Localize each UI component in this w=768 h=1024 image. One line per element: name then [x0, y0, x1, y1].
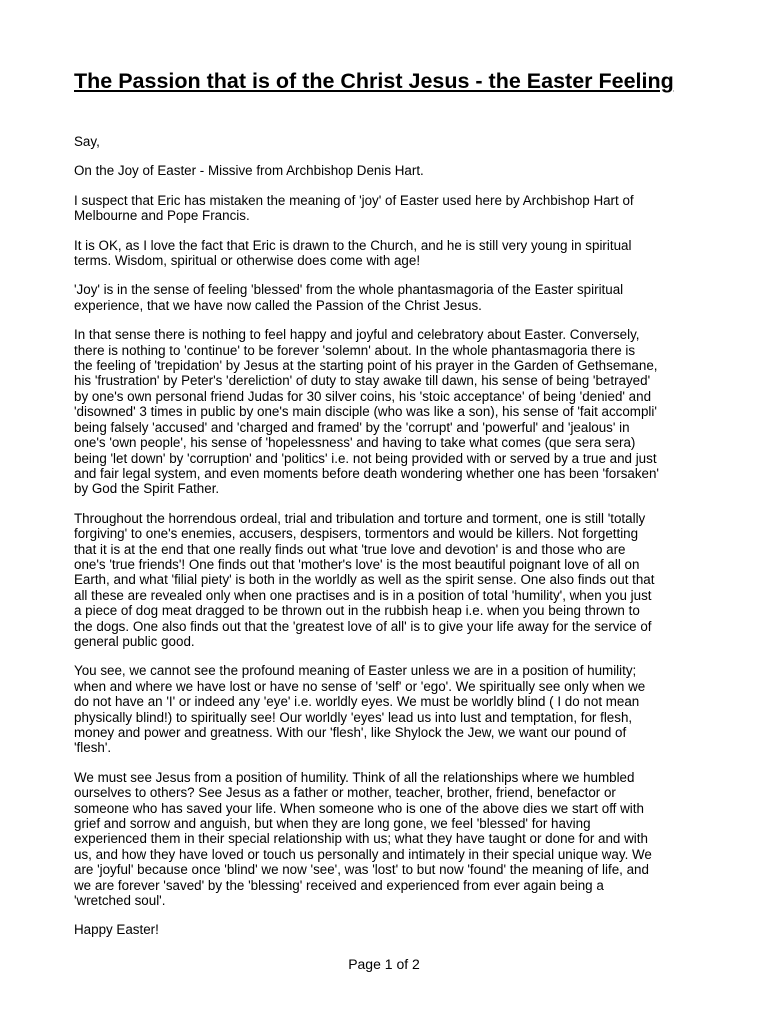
paragraph-relationships: We must see Jesus from a position of humility. Think of all the relationships where we humbled ourselves to others? See Jesus as a father or mother, teacher, brother, friend, benefactor or someone who has saved your life. When someone who is one of the above dies we start off with grief and sorrow and anguish, but when they are long gone, we feel 'blessed' for having experienced them in their special relationship with us; what they have taught or done for and with us, and how they have loved or touch us personally and intimately in their special unique way. We are 'joyful' because once 'blind' we now 'see', was 'lost' to but now 'found' the meaning of life, and we are forever 'saved' by the 'blessing' received and experienced from ever again being a 'wretched soul'. [74, 769, 652, 909]
paragraph-closing: Happy Easter! [74, 922, 159, 938]
paragraph-humility: You see, we cannot see the profound meaning of Easter unless we are in a position of humility; when and where we have lost or have no sense of 'self' or 'ego'. We spiritually see only when we do not have an 'I' or indeed any 'eye' i.e. worldly eyes. We must be worldly blind ( I do not mean physically blind!) to spiritually see! Our worldly 'eyes' lead us into lust and temptation, for flesh, money and power and greatness. With our 'flesh', like Shylock the Jew, we want our pound of 'flesh'. [74, 663, 646, 756]
page-number: Page 1 of 2 [348, 956, 420, 972]
document-body [74, 134, 714, 952]
paragraph-joy-meaning: I suspect that Eric has mistaken the meaning of 'joy' of Easter used here by Archbishop Hart of Melbourne and Pope Francis. [74, 192, 634, 224]
paragraph-missive-reference: On the Joy of Easter - Missive from Archbishop Denis Hart. [74, 163, 424, 179]
paragraph-joy-blessed: 'Joy' is in the sense of feeling 'blessed' from the whole phantasmagoria of the Easter spiritual experience, that we have now called the Passion of the Christ Jesus. [74, 282, 624, 313]
paragraph-eric-church: It is OK, as I love the fact that Eric is drawn to the Church, and he is still very young in spiritual terms. Wisdom, spiritual or otherwise does come with age! [74, 237, 632, 269]
document-title: The Passion that is of the Christ Jesus - the Easter Feeling [74, 69, 674, 93]
paragraph-salutation: Say, [74, 134, 100, 149]
paragraph-ordeal: Throughout the horrendous ordeal, trial and tribulation and torture and torment, one is still 'totally forgiving' to one's enemies, accusers, despisers, tormentors and would be killers. Not forgetting that it is at the end that one really finds out what 'true love and devotion' is and those who are one's 'true friends'! One finds out that 'mother's love' is the most beautiful poignant love of all on Earth, and what 'filial piety' is both in the worldly as well as the spirit sense. One also finds out that all these are revealed only when one practises and is in a position of total 'humility', when you just a piece of dog meat dragged to be thrown out in the rubbish heap i.e. when you being thrown to the dogs. One also finds out that the 'greatest love of all' is to give your life away for the service of general public good. [74, 510, 655, 649]
paragraph-phantasmagoria: In that sense there is nothing to feel happy and joyful and celebratory about Easter. Conversely, there is nothing to 'continue' to be forever 'solemn' about. In the whole phantasmagoria there is the feeling of 'trepidation' by Jesus at the starting point of his prayer in the Garden of Gethsemane, his 'frustration' by Peter's 'dereliction' of duty to stay awake till dawn, his sense of being 'betrayed' by one's own personal friend Judas for 30 silver coins, his 'stoic acceptance' of being 'denied' and 'disowned' 3 times in public by one's main disciple (who was like a son), his sense of 'fait accompli' being falsely 'accused' and 'charged and framed' by the 'corrupt' and 'powerful' and 'jealous' in one's 'own people', his sense of 'hopelessness' and having to take what comes (que sera sera) being 'let down' by 'corruption' and 'politics' i.e. not being provided with or served by a true and just and fair legal system, and even moments before death wondering whether one has been 'forsaken' by God the Spirit Father. [74, 327, 659, 497]
